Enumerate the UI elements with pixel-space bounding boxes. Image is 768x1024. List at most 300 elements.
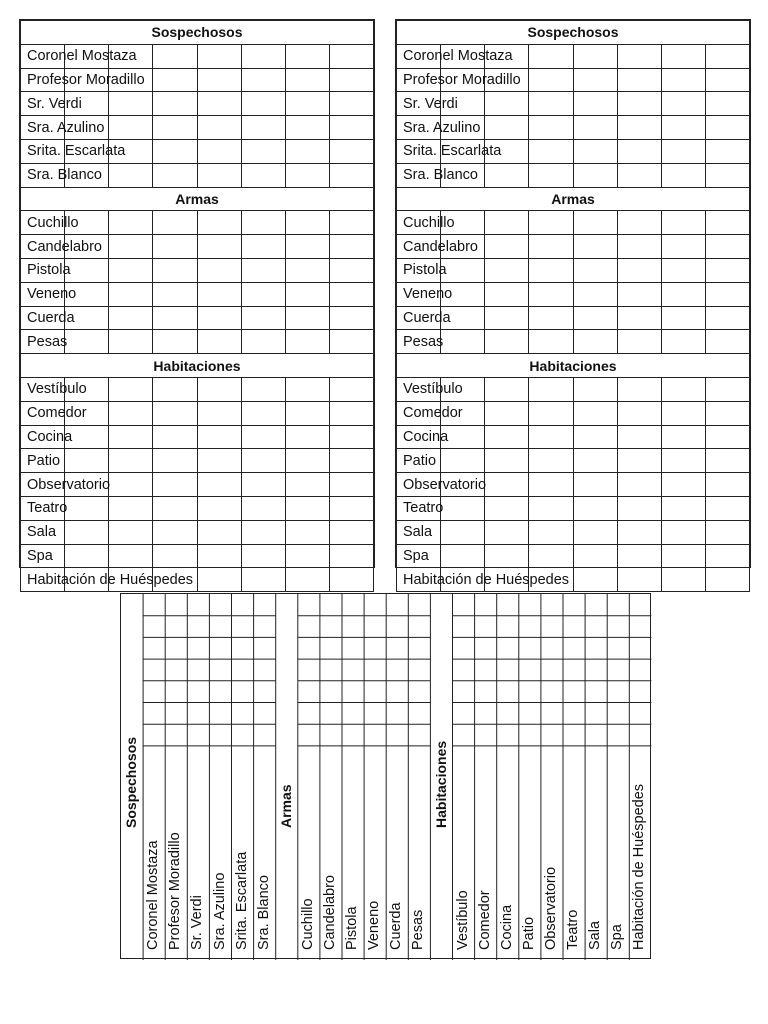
check-cell[interactable] bbox=[109, 377, 153, 401]
check-cell[interactable] bbox=[241, 92, 285, 116]
check-cell[interactable] bbox=[285, 68, 329, 92]
check-cell[interactable] bbox=[573, 211, 617, 235]
check-cell[interactable] bbox=[285, 258, 329, 282]
check-cell[interactable] bbox=[485, 258, 529, 282]
check-cell[interactable] bbox=[241, 235, 285, 259]
check-cell[interactable] bbox=[705, 425, 749, 449]
check-cell[interactable] bbox=[109, 496, 153, 520]
check-cell[interactable] bbox=[529, 449, 573, 473]
check-cell[interactable] bbox=[661, 330, 705, 354]
check-cell[interactable] bbox=[485, 520, 529, 544]
check-cell[interactable] bbox=[573, 377, 617, 401]
check-cell[interactable] bbox=[241, 496, 285, 520]
check-cell[interactable] bbox=[197, 520, 241, 544]
check-cell[interactable] bbox=[241, 44, 285, 68]
left-table bbox=[20, 20, 374, 592]
check-cell[interactable] bbox=[153, 235, 197, 259]
check-cell[interactable] bbox=[485, 92, 529, 116]
check-cell[interactable] bbox=[617, 139, 661, 163]
check-cell[interactable] bbox=[153, 163, 197, 187]
check-cell[interactable] bbox=[329, 473, 373, 497]
check-cell[interactable] bbox=[329, 425, 373, 449]
suspect-name: Sra. Blanco bbox=[21, 163, 65, 187]
check-cell[interactable] bbox=[485, 377, 529, 401]
check-cell[interactable] bbox=[241, 282, 285, 306]
check-cell[interactable] bbox=[529, 401, 573, 425]
check-cell[interactable] bbox=[285, 306, 329, 330]
check-cell[interactable] bbox=[705, 449, 749, 473]
check-cell[interactable] bbox=[329, 92, 373, 116]
check-cell[interactable] bbox=[661, 116, 705, 140]
check-cell[interactable] bbox=[661, 401, 705, 425]
check-cell[interactable] bbox=[529, 163, 573, 187]
check-cell[interactable] bbox=[617, 377, 661, 401]
check-cell[interactable] bbox=[329, 306, 373, 330]
room-name: Habitación de Huéspedes bbox=[21, 568, 65, 592]
check-cell[interactable] bbox=[329, 496, 373, 520]
check-cell[interactable] bbox=[285, 330, 329, 354]
check-cell[interactable] bbox=[109, 116, 153, 140]
check-cell[interactable] bbox=[661, 377, 705, 401]
check-cell[interactable] bbox=[285, 496, 329, 520]
check-cell[interactable] bbox=[705, 306, 749, 330]
check-cell[interactable] bbox=[661, 92, 705, 116]
check-cell[interactable] bbox=[241, 377, 285, 401]
check-cell[interactable] bbox=[109, 544, 153, 568]
check-cell[interactable] bbox=[529, 282, 573, 306]
suspect-name: Srita. Escarlata bbox=[397, 139, 441, 163]
check-cell[interactable] bbox=[197, 116, 241, 140]
check-cell[interactable] bbox=[617, 92, 661, 116]
check-cell[interactable] bbox=[153, 116, 197, 140]
clue-sheet-right bbox=[395, 19, 751, 588]
check-cell[interactable] bbox=[197, 139, 241, 163]
check-cell[interactable] bbox=[573, 282, 617, 306]
suspect-name: Profesor Moradillo bbox=[21, 68, 65, 92]
check-cell[interactable] bbox=[617, 473, 661, 497]
check-cell[interactable] bbox=[109, 306, 153, 330]
check-cell[interactable] bbox=[617, 235, 661, 259]
check-cell[interactable] bbox=[573, 163, 617, 187]
check-cell[interactable] bbox=[285, 139, 329, 163]
check-cell[interactable] bbox=[153, 211, 197, 235]
check-cell[interactable] bbox=[65, 520, 109, 544]
check-cell[interactable] bbox=[529, 306, 573, 330]
check-cell[interactable] bbox=[661, 282, 705, 306]
check-cell[interactable] bbox=[153, 282, 197, 306]
check-cell[interactable] bbox=[705, 496, 749, 520]
right-room-row bbox=[397, 401, 750, 425]
check-cell[interactable] bbox=[529, 473, 573, 497]
clue-sheet-rotated bbox=[120, 593, 651, 959]
check-cell[interactable] bbox=[617, 330, 661, 354]
check-cell[interactable] bbox=[705, 282, 749, 306]
check-cell[interactable] bbox=[705, 44, 749, 68]
check-cell[interactable] bbox=[241, 258, 285, 282]
check-cell[interactable] bbox=[153, 139, 197, 163]
check-cell[interactable] bbox=[529, 330, 573, 354]
check-cell[interactable] bbox=[485, 425, 529, 449]
left-weapon-row bbox=[21, 211, 374, 235]
check-cell[interactable] bbox=[109, 258, 153, 282]
room-name: Sala bbox=[397, 520, 441, 544]
check-cell[interactable] bbox=[241, 306, 285, 330]
check-cell[interactable] bbox=[573, 568, 617, 592]
check-cell[interactable] bbox=[661, 258, 705, 282]
check-cell[interactable] bbox=[197, 68, 241, 92]
check-cell[interactable] bbox=[441, 449, 485, 473]
right-room-row bbox=[397, 473, 750, 497]
right-weapon-row bbox=[397, 211, 750, 235]
check-cell[interactable] bbox=[109, 449, 153, 473]
check-cell[interactable] bbox=[573, 235, 617, 259]
check-cell[interactable] bbox=[109, 473, 153, 497]
check-cell[interactable] bbox=[661, 68, 705, 92]
check-cell[interactable] bbox=[617, 163, 661, 187]
check-cell[interactable] bbox=[661, 473, 705, 497]
check-cell[interactable] bbox=[65, 496, 109, 520]
check-cell[interactable] bbox=[197, 235, 241, 259]
check-cell[interactable] bbox=[109, 163, 153, 187]
check-cell[interactable] bbox=[329, 377, 373, 401]
check-cell[interactable] bbox=[529, 44, 573, 68]
weapon-name: Pistola bbox=[21, 258, 65, 282]
check-cell[interactable] bbox=[441, 258, 485, 282]
room-name: Sala bbox=[21, 520, 65, 544]
check-cell[interactable] bbox=[153, 68, 197, 92]
check-cell[interactable] bbox=[329, 235, 373, 259]
check-cell[interactable] bbox=[485, 282, 529, 306]
rotated-item-label: Sala bbox=[587, 920, 604, 950]
right-room-row bbox=[397, 496, 750, 520]
section-header: Habitaciones bbox=[397, 354, 750, 378]
check-cell[interactable] bbox=[661, 211, 705, 235]
check-cell[interactable] bbox=[617, 116, 661, 140]
check-cell[interactable] bbox=[617, 211, 661, 235]
check-cell[interactable] bbox=[153, 258, 197, 282]
check-cell[interactable] bbox=[441, 520, 485, 544]
check-cell[interactable] bbox=[573, 116, 617, 140]
left-suspect-row bbox=[21, 68, 374, 92]
check-cell[interactable] bbox=[705, 330, 749, 354]
check-cell[interactable] bbox=[153, 92, 197, 116]
check-cell[interactable] bbox=[109, 425, 153, 449]
check-cell[interactable] bbox=[485, 449, 529, 473]
check-cell[interactable] bbox=[485, 211, 529, 235]
check-cell[interactable] bbox=[617, 401, 661, 425]
check-cell[interactable] bbox=[197, 425, 241, 449]
check-cell[interactable] bbox=[329, 401, 373, 425]
check-cell[interactable] bbox=[705, 68, 749, 92]
weapon-name: Pesas bbox=[21, 330, 65, 354]
check-cell[interactable] bbox=[197, 282, 241, 306]
check-cell[interactable] bbox=[573, 92, 617, 116]
weapon-name: Veneno bbox=[397, 282, 441, 306]
check-cell[interactable] bbox=[529, 425, 573, 449]
check-cell[interactable] bbox=[705, 473, 749, 497]
check-cell[interactable] bbox=[197, 568, 241, 592]
check-cell[interactable] bbox=[705, 377, 749, 401]
check-cell[interactable] bbox=[329, 449, 373, 473]
check-cell[interactable] bbox=[617, 44, 661, 68]
check-cell[interactable] bbox=[573, 139, 617, 163]
check-cell[interactable] bbox=[197, 377, 241, 401]
check-cell[interactable] bbox=[241, 544, 285, 568]
check-cell[interactable] bbox=[153, 520, 197, 544]
check-cell[interactable] bbox=[285, 44, 329, 68]
check-cell[interactable] bbox=[573, 44, 617, 68]
section-header: Habitaciones bbox=[21, 354, 374, 378]
check-cell[interactable] bbox=[109, 282, 153, 306]
check-cell[interactable] bbox=[705, 92, 749, 116]
check-cell[interactable] bbox=[617, 306, 661, 330]
check-cell[interactable] bbox=[573, 258, 617, 282]
check-cell[interactable] bbox=[153, 44, 197, 68]
check-cell[interactable] bbox=[329, 544, 373, 568]
check-cell[interactable] bbox=[529, 211, 573, 235]
check-cell[interactable] bbox=[285, 473, 329, 497]
check-cell[interactable] bbox=[441, 496, 485, 520]
right-suspect-row bbox=[397, 139, 750, 163]
check-cell[interactable] bbox=[109, 92, 153, 116]
check-cell[interactable] bbox=[705, 568, 749, 592]
check-cell[interactable] bbox=[109, 211, 153, 235]
check-cell[interactable] bbox=[485, 163, 529, 187]
suspect-name: Sr. Verdi bbox=[397, 92, 441, 116]
check-cell[interactable] bbox=[241, 68, 285, 92]
check-cell[interactable] bbox=[529, 496, 573, 520]
check-cell[interactable] bbox=[573, 401, 617, 425]
weapon-name: Candelabro bbox=[397, 235, 441, 259]
check-cell[interactable] bbox=[529, 258, 573, 282]
check-cell[interactable] bbox=[285, 520, 329, 544]
check-cell[interactable] bbox=[705, 163, 749, 187]
check-cell[interactable] bbox=[329, 163, 373, 187]
check-cell[interactable] bbox=[285, 449, 329, 473]
check-cell[interactable] bbox=[617, 520, 661, 544]
check-cell[interactable] bbox=[529, 116, 573, 140]
check-cell[interactable] bbox=[285, 116, 329, 140]
rotated-item-label: Sra. Azulino bbox=[211, 872, 228, 950]
section-header: Armas bbox=[397, 187, 750, 211]
clue-sheet-left bbox=[19, 19, 375, 588]
check-cell[interactable] bbox=[329, 330, 373, 354]
check-cell[interactable] bbox=[617, 544, 661, 568]
check-cell[interactable] bbox=[241, 401, 285, 425]
check-cell[interactable] bbox=[705, 401, 749, 425]
check-cell[interactable] bbox=[705, 235, 749, 259]
weapon-name: Veneno bbox=[21, 282, 65, 306]
check-cell[interactable] bbox=[661, 520, 705, 544]
check-cell[interactable] bbox=[285, 425, 329, 449]
check-cell[interactable] bbox=[197, 163, 241, 187]
rotated-section-header: Habitaciones bbox=[432, 740, 449, 828]
check-cell[interactable] bbox=[485, 235, 529, 259]
check-cell[interactable] bbox=[241, 520, 285, 544]
check-cell[interactable] bbox=[573, 496, 617, 520]
check-cell[interactable] bbox=[573, 330, 617, 354]
right-room-row bbox=[397, 520, 750, 544]
check-cell[interactable] bbox=[661, 425, 705, 449]
left-weapon-row bbox=[21, 306, 374, 330]
check-cell[interactable] bbox=[617, 425, 661, 449]
rotated-item-label: Cuchillo bbox=[299, 898, 316, 950]
check-cell[interactable] bbox=[197, 258, 241, 282]
check-cell[interactable] bbox=[241, 163, 285, 187]
check-cell[interactable] bbox=[65, 330, 109, 354]
check-cell[interactable] bbox=[285, 92, 329, 116]
check-cell[interactable] bbox=[329, 282, 373, 306]
check-cell[interactable] bbox=[485, 330, 529, 354]
check-cell[interactable] bbox=[241, 330, 285, 354]
check-cell[interactable] bbox=[485, 116, 529, 140]
check-cell[interactable] bbox=[197, 473, 241, 497]
check-cell[interactable] bbox=[197, 496, 241, 520]
check-cell[interactable] bbox=[153, 473, 197, 497]
weapon-name: Pistola bbox=[397, 258, 441, 282]
check-cell[interactable] bbox=[329, 44, 373, 68]
right-suspect-row bbox=[397, 44, 750, 68]
check-cell[interactable] bbox=[153, 377, 197, 401]
check-cell[interactable] bbox=[153, 496, 197, 520]
check-cell[interactable] bbox=[661, 139, 705, 163]
check-cell[interactable] bbox=[661, 568, 705, 592]
check-cell[interactable] bbox=[285, 282, 329, 306]
check-cell[interactable] bbox=[153, 544, 197, 568]
check-cell[interactable] bbox=[329, 568, 373, 592]
check-cell[interactable] bbox=[241, 425, 285, 449]
check-cell[interactable] bbox=[285, 401, 329, 425]
check-cell[interactable] bbox=[109, 330, 153, 354]
check-cell[interactable] bbox=[153, 306, 197, 330]
check-cell[interactable] bbox=[661, 235, 705, 259]
check-cell[interactable] bbox=[441, 544, 485, 568]
check-cell[interactable] bbox=[197, 211, 241, 235]
left-room-row bbox=[21, 496, 374, 520]
check-cell[interactable] bbox=[485, 401, 529, 425]
check-cell[interactable] bbox=[617, 496, 661, 520]
check-cell[interactable] bbox=[285, 544, 329, 568]
check-cell[interactable] bbox=[485, 473, 529, 497]
check-cell[interactable] bbox=[485, 544, 529, 568]
check-cell[interactable] bbox=[241, 116, 285, 140]
check-cell[interactable] bbox=[241, 473, 285, 497]
check-cell[interactable] bbox=[573, 425, 617, 449]
check-cell[interactable] bbox=[285, 235, 329, 259]
check-cell[interactable] bbox=[197, 401, 241, 425]
check-cell[interactable] bbox=[197, 449, 241, 473]
check-cell[interactable] bbox=[285, 377, 329, 401]
check-cell[interactable] bbox=[573, 306, 617, 330]
check-cell[interactable] bbox=[705, 139, 749, 163]
check-cell[interactable] bbox=[109, 401, 153, 425]
check-cell[interactable] bbox=[65, 544, 109, 568]
check-cell[interactable] bbox=[705, 544, 749, 568]
check-cell[interactable] bbox=[329, 258, 373, 282]
check-cell[interactable] bbox=[705, 258, 749, 282]
check-cell[interactable] bbox=[661, 306, 705, 330]
check-cell[interactable] bbox=[241, 211, 285, 235]
check-cell[interactable] bbox=[329, 211, 373, 235]
check-cell[interactable] bbox=[617, 282, 661, 306]
check-cell[interactable] bbox=[329, 520, 373, 544]
check-cell[interactable] bbox=[661, 44, 705, 68]
check-cell[interactable] bbox=[285, 568, 329, 592]
check-cell[interactable] bbox=[329, 116, 373, 140]
check-cell[interactable] bbox=[617, 449, 661, 473]
check-cell[interactable] bbox=[529, 377, 573, 401]
check-cell[interactable] bbox=[529, 544, 573, 568]
check-cell[interactable] bbox=[153, 401, 197, 425]
check-cell[interactable] bbox=[573, 520, 617, 544]
check-cell[interactable] bbox=[109, 520, 153, 544]
check-cell[interactable] bbox=[65, 449, 109, 473]
room-name: Cocina bbox=[21, 425, 65, 449]
check-cell[interactable] bbox=[241, 449, 285, 473]
left-room-row bbox=[21, 520, 374, 544]
check-cell[interactable] bbox=[197, 330, 241, 354]
check-cell[interactable] bbox=[65, 258, 109, 282]
section-header: Sospechosos bbox=[397, 21, 750, 45]
left-room-row bbox=[21, 544, 374, 568]
check-cell[interactable] bbox=[661, 544, 705, 568]
check-cell[interactable] bbox=[285, 163, 329, 187]
check-cell[interactable] bbox=[573, 473, 617, 497]
check-cell[interactable] bbox=[573, 544, 617, 568]
check-cell[interactable] bbox=[197, 544, 241, 568]
check-cell[interactable] bbox=[529, 139, 573, 163]
check-cell[interactable] bbox=[529, 520, 573, 544]
check-cell[interactable] bbox=[485, 306, 529, 330]
check-cell[interactable] bbox=[617, 258, 661, 282]
check-cell[interactable] bbox=[329, 139, 373, 163]
check-cell[interactable] bbox=[485, 496, 529, 520]
check-cell[interactable] bbox=[529, 68, 573, 92]
check-cell[interactable] bbox=[109, 235, 153, 259]
check-cell[interactable] bbox=[153, 330, 197, 354]
check-cell[interactable] bbox=[153, 449, 197, 473]
suspect-name: Sra. Azulino bbox=[397, 116, 441, 140]
check-cell[interactable] bbox=[573, 449, 617, 473]
check-cell[interactable] bbox=[617, 68, 661, 92]
check-cell[interactable] bbox=[529, 92, 573, 116]
check-cell[interactable] bbox=[661, 496, 705, 520]
check-cell[interactable] bbox=[705, 211, 749, 235]
check-cell[interactable] bbox=[573, 68, 617, 92]
check-cell[interactable] bbox=[241, 139, 285, 163]
right-weapon-row bbox=[397, 235, 750, 259]
check-cell[interactable] bbox=[705, 520, 749, 544]
left-room-row bbox=[21, 377, 374, 401]
check-cell[interactable] bbox=[617, 568, 661, 592]
check-cell[interactable] bbox=[153, 425, 197, 449]
check-cell[interactable] bbox=[197, 92, 241, 116]
weapon-name: Cuerda bbox=[21, 306, 65, 330]
check-cell[interactable] bbox=[197, 306, 241, 330]
check-cell[interactable] bbox=[441, 330, 485, 354]
check-cell[interactable] bbox=[285, 211, 329, 235]
check-cell[interactable] bbox=[241, 568, 285, 592]
room-name: Cocina bbox=[397, 425, 441, 449]
left-room-row bbox=[21, 449, 374, 473]
check-cell[interactable] bbox=[329, 68, 373, 92]
check-cell[interactable] bbox=[661, 163, 705, 187]
rotated-item-label: Vestíbulo bbox=[454, 890, 471, 950]
check-cell[interactable] bbox=[529, 235, 573, 259]
check-cell[interactable] bbox=[661, 449, 705, 473]
check-cell[interactable] bbox=[197, 44, 241, 68]
check-cell[interactable] bbox=[705, 116, 749, 140]
